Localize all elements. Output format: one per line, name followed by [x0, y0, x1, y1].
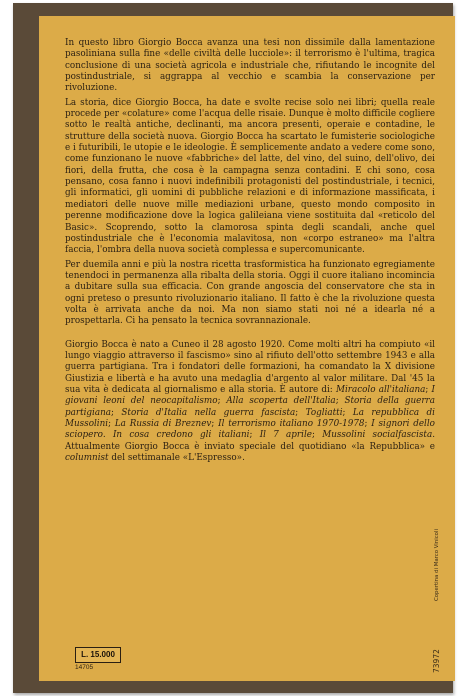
book-title: Miracolo all'italiana	[335, 384, 426, 395]
book-title: Alla scoperta dell'Italia	[226, 396, 336, 407]
cover-credit: Copertina di Marco Vinicoli	[434, 529, 440, 601]
book-title: Storia della guerra partigiana	[65, 396, 435, 418]
cover-panel	[39, 16, 455, 681]
book-back-cover	[13, 3, 453, 693]
book-title: In cosa credono gli italiani	[112, 430, 250, 441]
book-title: Storia d'Italia nella guerra fascista	[121, 407, 296, 418]
catalog-code: 73972	[432, 649, 441, 673]
price-label: L. 15.000	[75, 647, 121, 663]
blurb-text	[65, 38, 435, 467]
book-title: Togliatti	[305, 407, 343, 418]
print-code: 14705	[75, 664, 94, 671]
bio-outro-a: . Attualmente Giorgio Bocca è inviato speciale del quotidiano «la Repubblica» e	[65, 430, 436, 452]
book-title: I giovani leoni del neocapitalismo	[65, 384, 436, 407]
blurb-paragraph-3: Per duemila anni e più la nostra ricetta trasformistica ha funzionato egregiamente tenendoci in permanenza alla ribalta della storia. Oggi il cuore italiano incomincia a dubitare sulla sua efficacia. Con grande angoscia del conservatore che sta in ogni preteso o presunto rivoluzionario italiano. Il fatto è che la rivoluzione questa volta è arrivata anche da noi. Ma non siamo stati noi né a idearla né a prospettarla. Ci ha pensato la tecnica sovrannazionale.	[65, 259, 435, 327]
bio-intro: Giorgio Bocca è nato a Cuneo il 28 agosto 1920. Come molti altri ha compiuto «il lungo viaggio attraverso il fascismo» sino al rifiuto dell'otto settembre 1943 e alla guerra partigiana. Tra i fondatori delle formazioni, ha comandato la X divisione Giustizia e libertà e ha avuto una medaglia d'argento al valor militare. Dal '45 la sua vita è dedicata al giornalismo e alla storia. È autore di:	[65, 339, 435, 395]
book-title: Mussolini socialfascista	[322, 430, 433, 441]
book-title: Il terrorismo italiano 1970-1978	[218, 419, 365, 429]
blurb-paragraph-2: La storia, dice Giorgio Bocca, ha date e svolte recise solo nei libri; quella reale procede per «colature» come l'acqua delle risaie. Dunque è molto difficile cogliere sotto le realtà antiche, declinanti, ma ancora presenti, operaie e contadine, le strutture della società nuova. Giorgio Bocca ha scartato le fumisterie sociologiche e i futuribili, le utopie e le ideologie. È semplicemente andato a vedere come sono, come funzionano le nuove «fabbriche» del latte, del vino, del suino, dell'olivo, dei fiori, della frutta, che cosa è la campagna senza contadini. E chi sono, cosa pensano, cosa fanno i nuovi indefinibili protagonisti del postindustriale, i tecnici, gli informatici, gli uomini di pubbliche relazioni e di informazione massificata, i mediatori delle nuove mille mediazioni urbane, questo mondo composito in perenne modificazione dove la logica galileiana viene sostituita dal «reticolo del Basic». Scoprendo, sotto la clamorosa spinta degli scandali, anche quel postindustriale che è l'economia malavitosa, non «corpo estraneo» ma l'altra faccia, l'ombra della nuova società complessa e supercomunicante.	[65, 97, 435, 256]
bio-outro-em: columnist	[65, 453, 109, 464]
author-bio: Giorgio Bocca è nato a Cuneo il 28 agosto 1920. Come molti altri ha compiuto «il lungo viaggio attraverso il fascismo» sino al rifiuto dell'otto settembre 1943 e alla guerra partigiana. Tra i fondatori delle formazioni, ha comandato la X divisione Giustizia e libertà e ha avuto una medaglia d'argento al valor militare. Dal '45 la sua vita è dedicata al giornalismo e alla storia. È autore di: Miracolo all'italiana; I giovani leoni del neocapitalismo; Alla scoperta dell'Italia; Storia della guerra partigiana; Storia d'Italia nella guerra fascista; Togliatti; La repubblica di Mussolini; La Russia di Breznev; Il terrorismo italiano 1970-1978; I signori dello sciopero. In cosa credono gli italiani; Il 7 aprile; Mussolini socialfascista. Attualmente Giorgio Bocca è inviato speciale del quotidiano «la Repubblica» e columnist del settimanale «L'Espresso».	[65, 339, 436, 464]
book-title: Il 7 aprile	[259, 430, 312, 441]
book-title: I signori dello sciopero	[65, 419, 435, 441]
book-title: La Russia di Breznev	[114, 419, 212, 429]
bio-outro-b: del settimanale «L'Espresso».	[108, 453, 245, 464]
book-title: La repubblica di Mussolini	[65, 407, 435, 429]
blurb-paragraph-1: In questo libro Giorgio Bocca avanza una tesi non dissimile dalla lamentazione pasoliniana sulla fine «delle civiltà delle lucciole»: il terrorismo è l'ultima, tragica conclusione di una società agricola e industriale che, rifiutando le incognite del postindustriale, si aggrappa al vecchio e scambia la conservazione per rivoluzione.	[65, 38, 435, 94]
